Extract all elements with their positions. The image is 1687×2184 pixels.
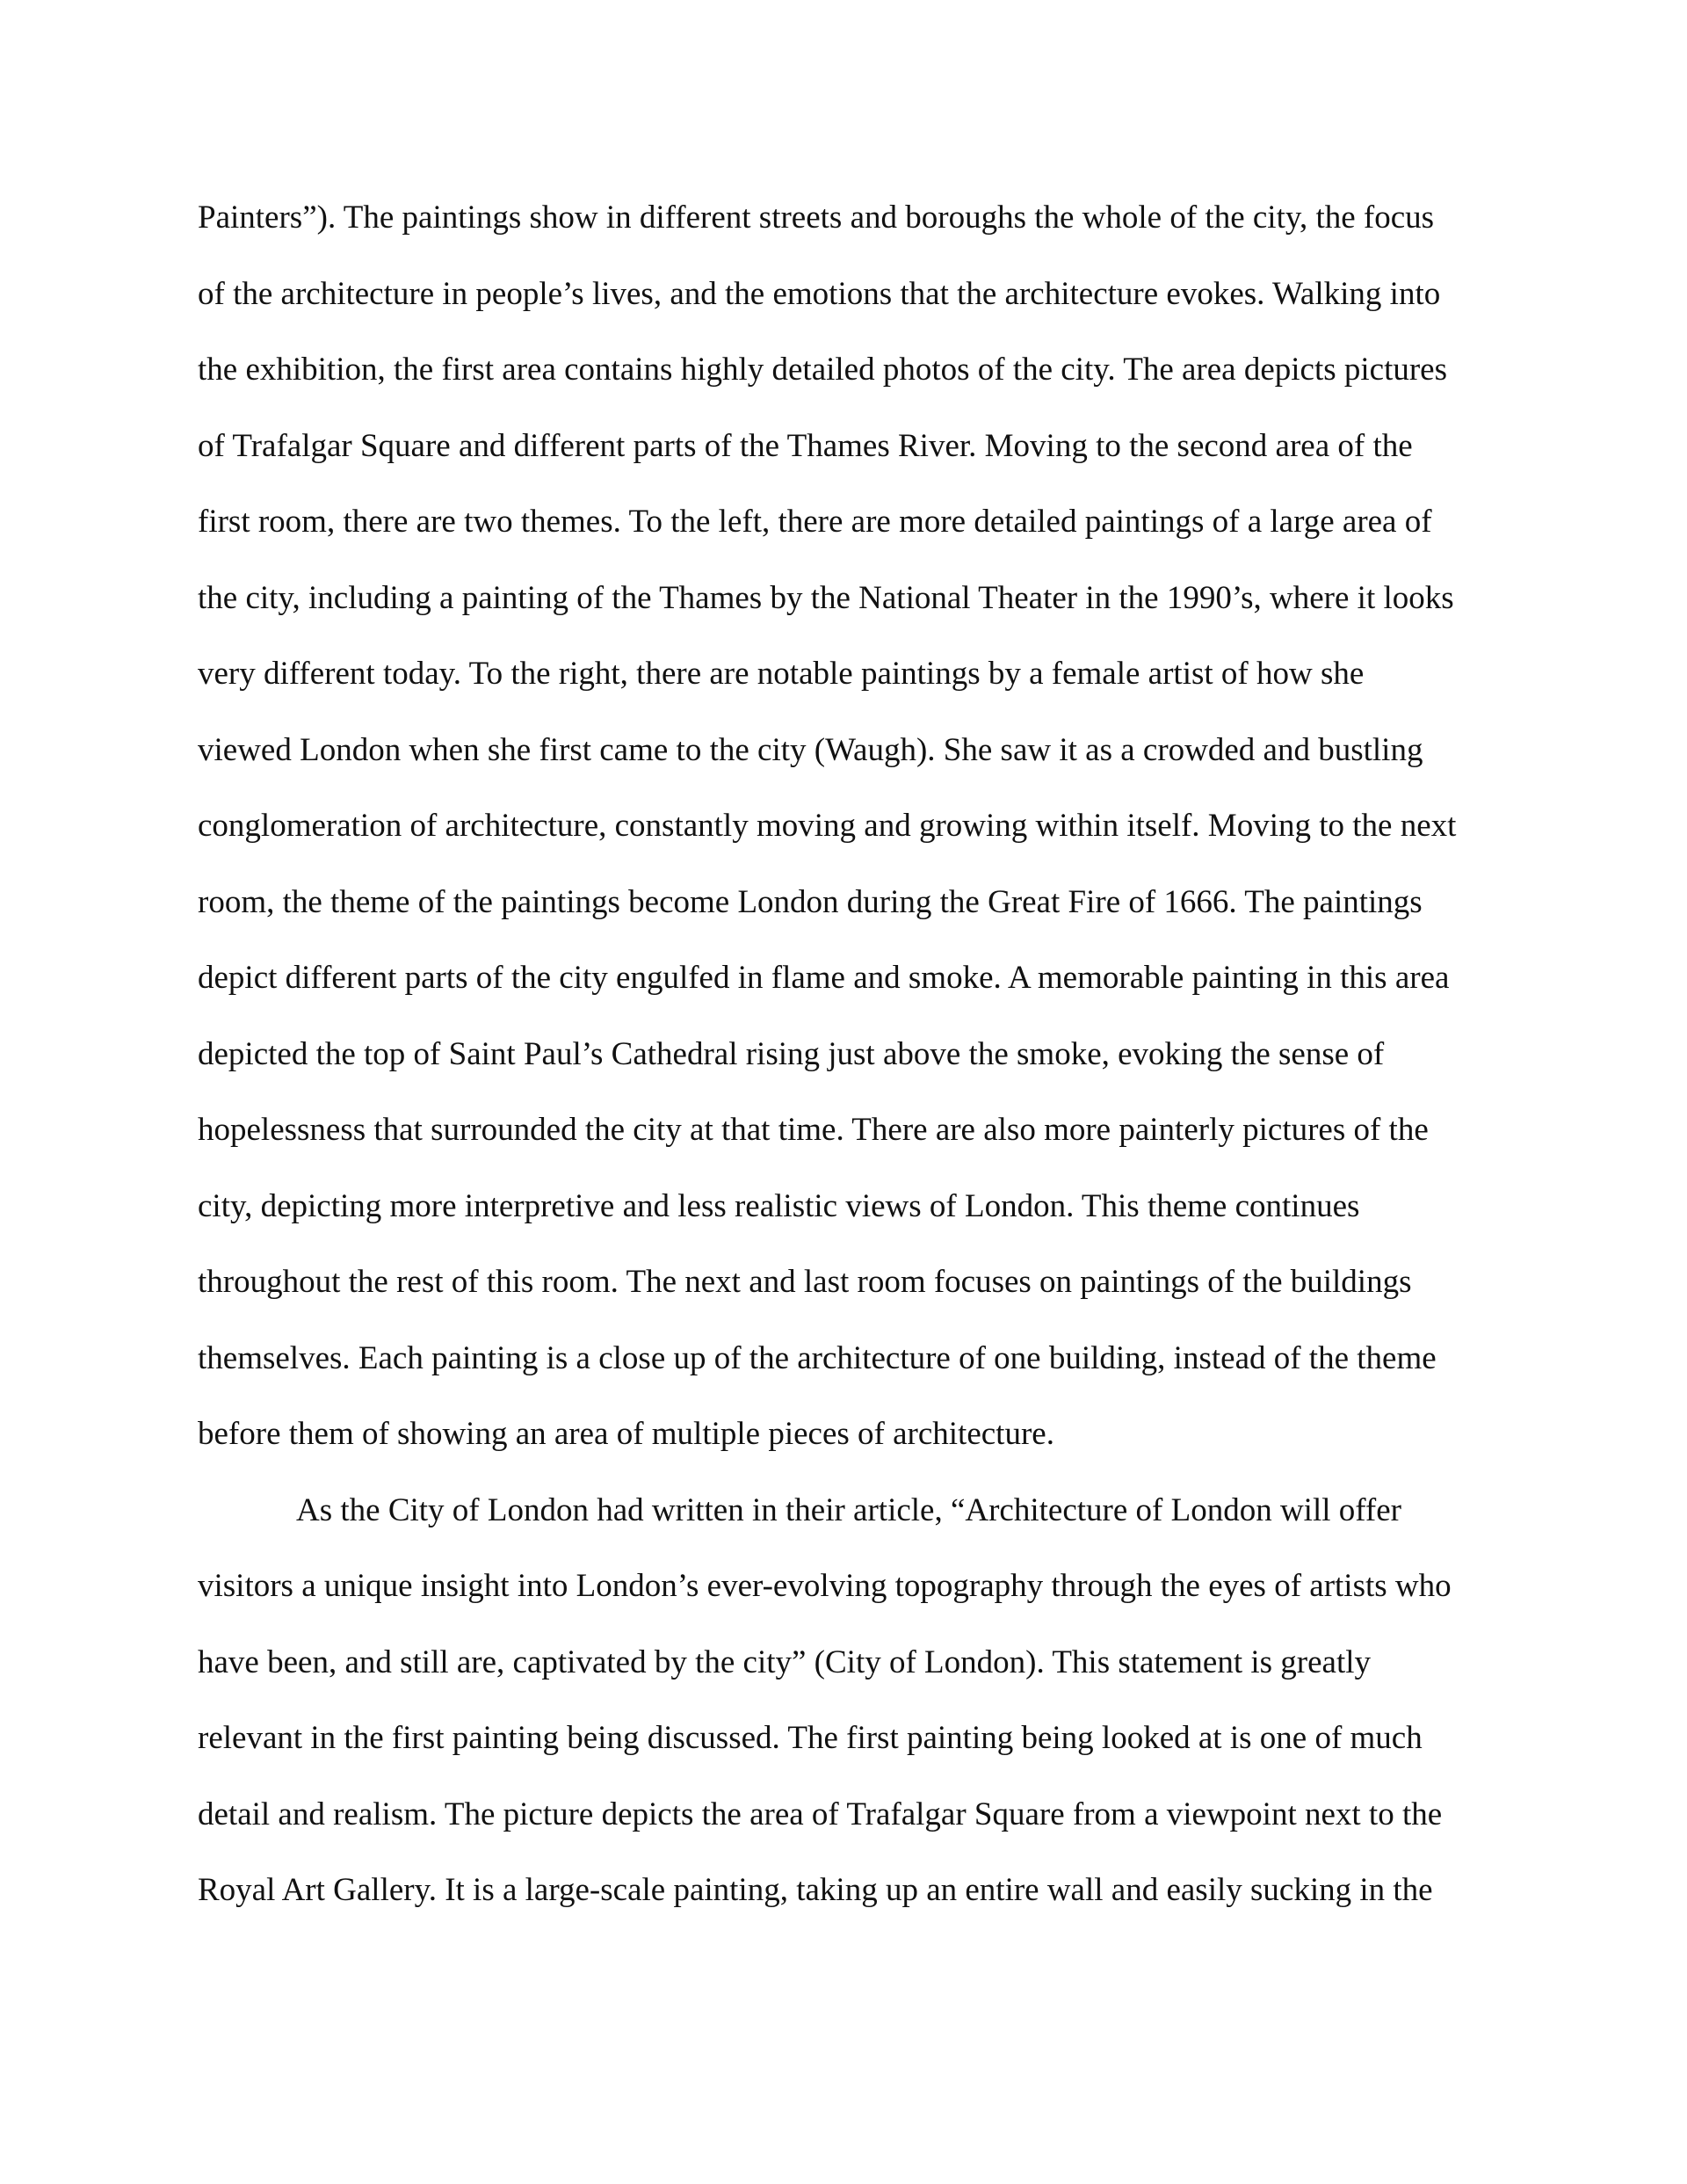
text-line: throughout the rest of this room. The next and last room focuses on paintings of the buildings <box>198 1264 1412 1300</box>
text-line: detail and realism. The picture depicts the area of Trafalgar Square from a viewpoint next to the <box>198 1796 1443 1832</box>
text-line: the city, including a painting of the Thames by the National Theater in the 1990’s, where it looks <box>198 579 1454 616</box>
text-line: conglomeration of architecture, constantly moving and growing within itself. Moving to the next <box>198 808 1457 844</box>
text-line: before them of showing an area of multiple pieces of architecture. <box>198 1416 1054 1452</box>
text-line: city, depicting more interpretive and less realistic views of London. This theme continues <box>198 1187 1360 1224</box>
text-line: As the City of London had written in their article, “Architecture of London will offer <box>296 1491 1401 1528</box>
text-line: first room, there are two themes. To the left, there are more detailed paintings of a large area of <box>198 504 1432 540</box>
text-line: viewed London when she first came to the city (Waugh). She saw it as a crowded and bustling <box>198 731 1423 768</box>
text-line: very different today. To the right, there are notable paintings by a female artist of how she <box>198 656 1365 692</box>
document-body <box>198 195 1489 1944</box>
text-line: relevant in the first painting being discussed. The first painting being looked at is one of much <box>198 1720 1423 1756</box>
text-line: Painters”). The paintings show in different streets and boroughs the whole of the city, the focus <box>198 200 1435 236</box>
text-line: the exhibition, the first area contains highly detailed photos of the city. The area depicts pictures <box>198 352 1448 388</box>
text-line: of Trafalgar Square and different parts of the Thames River. Moving to the second area of the <box>198 427 1413 464</box>
text-line: of the architecture in people’s lives, and the emotions that the architecture evokes. Walking into <box>198 275 1441 312</box>
text-line: depicted the top of Saint Paul’s Cathedral rising just above the smoke, evoking the sense of <box>198 1035 1385 1072</box>
text-line: visitors a unique insight into London’s ever-evolving topography through the eyes of artists who <box>198 1568 1452 1604</box>
text-line: have been, and still are, captivated by the city” (City of London). This statement is greatly <box>198 1643 1372 1680</box>
paragraph-2 <box>198 1488 1489 1944</box>
text-line: Royal Art Gallery. It is a large-scale painting, taking up an entire wall and easily sucking in the <box>198 1872 1433 1908</box>
text-line: room, the theme of the paintings become London during the Great Fire of 1666. The paintings <box>198 883 1423 920</box>
text-line: themselves. Each painting is a close up of the architecture of one building, instead of the theme <box>198 1339 1437 1376</box>
text-line: depict different parts of the city engulfed in flame and smoke. A memorable painting in this area <box>198 960 1450 996</box>
paragraph-1 <box>198 195 1489 1488</box>
text-line: hopelessness that surrounded the city at that time. There are also more painterly pictures of the <box>198 1112 1429 1148</box>
